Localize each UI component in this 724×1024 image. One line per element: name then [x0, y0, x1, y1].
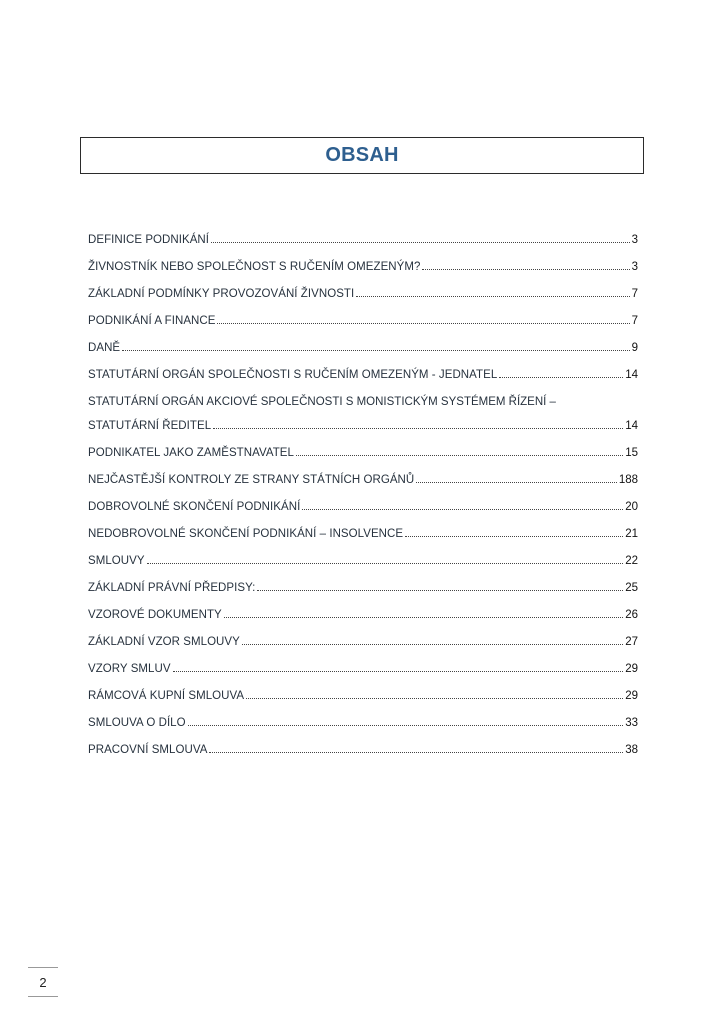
toc-entry-label: DANĚ [88, 342, 121, 354]
toc-entry[interactable] [88, 634, 638, 650]
toc-entry-page: 22 [625, 555, 638, 567]
toc-leader-dots [405, 536, 623, 537]
toc-entry-label: VZORY SMLUV [88, 663, 171, 675]
toc-entry-label: NEDOBROVOLNÉ SKONČENÍ PODNIKÁNÍ – INSOLVENCE [88, 528, 404, 540]
toc-leader-dots [147, 563, 624, 564]
toc-entry-page: 3 [631, 261, 638, 273]
toc-entry-label: PRACOVNÍ SMLOUVA [88, 744, 208, 756]
toc-entry-label-line2: STATUTÁRNÍ ŘEDITEL [88, 420, 212, 432]
toc-entry-label: DEFINICE PODNIKÁNÍ [88, 234, 210, 246]
toc-entry-page: 15 [625, 447, 638, 459]
toc-entry-page: 38 [625, 744, 638, 756]
toc-entry-label: ZÁKLADNÍ VZOR SMLOUVY [88, 636, 240, 648]
toc-leader-dots [246, 698, 623, 699]
toc-entry[interactable] [88, 313, 638, 329]
toc-entry-page: 27 [625, 636, 638, 648]
toc-leader-dots [224, 617, 623, 618]
toc-entry-page: 20 [625, 501, 638, 513]
toc-entry[interactable] [88, 472, 638, 488]
toc-entry-page: 14 [625, 420, 638, 432]
toc-leader-dots [213, 428, 623, 429]
table-of-contents [88, 232, 638, 769]
toc-leader-dots [217, 323, 629, 324]
toc-leader-dots [257, 590, 623, 591]
toc-entry-page: 29 [625, 663, 638, 675]
title-box [80, 137, 644, 174]
toc-leader-dots [242, 644, 623, 645]
toc-entry[interactable] [88, 286, 638, 302]
toc-entry[interactable] [88, 661, 638, 677]
toc-leader-dots [302, 509, 623, 510]
toc-entry-label: PODNIKATEL JAKO ZAMĚSTNAVATEL [88, 447, 294, 459]
page-number: 2 [28, 967, 58, 997]
toc-entry-page: 3 [631, 234, 638, 246]
toc-entry-page: 14 [625, 369, 638, 381]
toc-entry-page: 9 [631, 342, 638, 354]
toc-entry-label: SMLOUVA O DÍLO [88, 717, 186, 729]
toc-leader-dots [173, 671, 624, 672]
toc-entry-label: NEJČASTĚJŠÍ KONTROLY ZE STRANY STÁTNÍCH ORGÁNŮ [88, 474, 415, 486]
toc-entry[interactable] [88, 607, 638, 623]
toc-entry[interactable] [88, 340, 638, 356]
toc-leader-dots [422, 269, 629, 270]
toc-entry[interactable] [88, 580, 638, 596]
toc-entry[interactable] [88, 499, 638, 515]
toc-entry-page: 7 [631, 315, 638, 327]
toc-entry[interactable] [88, 715, 638, 731]
toc-leader-dots [499, 377, 623, 378]
toc-entry-label: RÁMCOVÁ KUPNÍ SMLOUVA [88, 690, 245, 702]
toc-entry[interactable] [88, 232, 638, 248]
toc-entry[interactable] [88, 259, 638, 275]
toc-entry[interactable] [88, 367, 638, 383]
page-title: OBSAH [325, 144, 399, 166]
toc-leader-dots [356, 296, 629, 297]
toc-entry-label-line1: STATUTÁRNÍ ORGÁN AKCIOVÉ SPOLEČNOSTI S MONISTICKÝM SYSTÉMEM ŘÍZENÍ – [88, 396, 556, 408]
toc-entry-label: STATUTÁRNÍ ORGÁN SPOLEČNOSTI S RUČENÍM OMEZENÝM - JEDNATEL [88, 369, 498, 381]
toc-leader-dots [209, 752, 623, 753]
toc-leader-dots [122, 350, 629, 351]
toc-entry-label: VZOROVÉ DOKUMENTY [88, 609, 222, 621]
toc-entry-page: 7 [631, 288, 638, 300]
toc-entry-page: 21 [625, 528, 638, 540]
toc-leader-dots [416, 482, 617, 483]
toc-leader-dots [296, 455, 623, 456]
toc-entry-label: ZÁKLADNÍ PODMÍNKY PROVOZOVÁNÍ ŽIVNOSTI [88, 288, 355, 300]
toc-entry-line2 [88, 418, 638, 434]
toc-entry-label: PODNIKÁNÍ A FINANCE [88, 315, 216, 327]
toc-entry-label: SMLOUVY [88, 555, 145, 567]
toc-entry[interactable] [88, 742, 638, 758]
toc-entry[interactable] [88, 394, 638, 434]
toc-entry-page: 25 [625, 582, 638, 594]
toc-entry-page: 26 [625, 609, 638, 621]
toc-entry-page: 33 [625, 717, 638, 729]
toc-entry[interactable] [88, 688, 638, 704]
toc-entry[interactable] [88, 445, 638, 461]
toc-entry-page: 29 [625, 690, 638, 702]
toc-entry-label: ZÁKLADNÍ PRÁVNÍ PŘEDPISY: [88, 582, 256, 594]
toc-leader-dots [211, 242, 630, 243]
toc-entry[interactable] [88, 553, 638, 569]
toc-entry-page: 188 [618, 474, 638, 486]
toc-entry-label: ŽIVNOSTNÍK NEBO SPOLEČNOST S RUČENÍM OMEZENÝM? [88, 261, 421, 273]
toc-leader-dots [188, 725, 624, 726]
toc-entry-label: DOBROVOLNÉ SKONČENÍ PODNIKÁNÍ [88, 501, 301, 513]
toc-entry[interactable] [88, 526, 638, 542]
